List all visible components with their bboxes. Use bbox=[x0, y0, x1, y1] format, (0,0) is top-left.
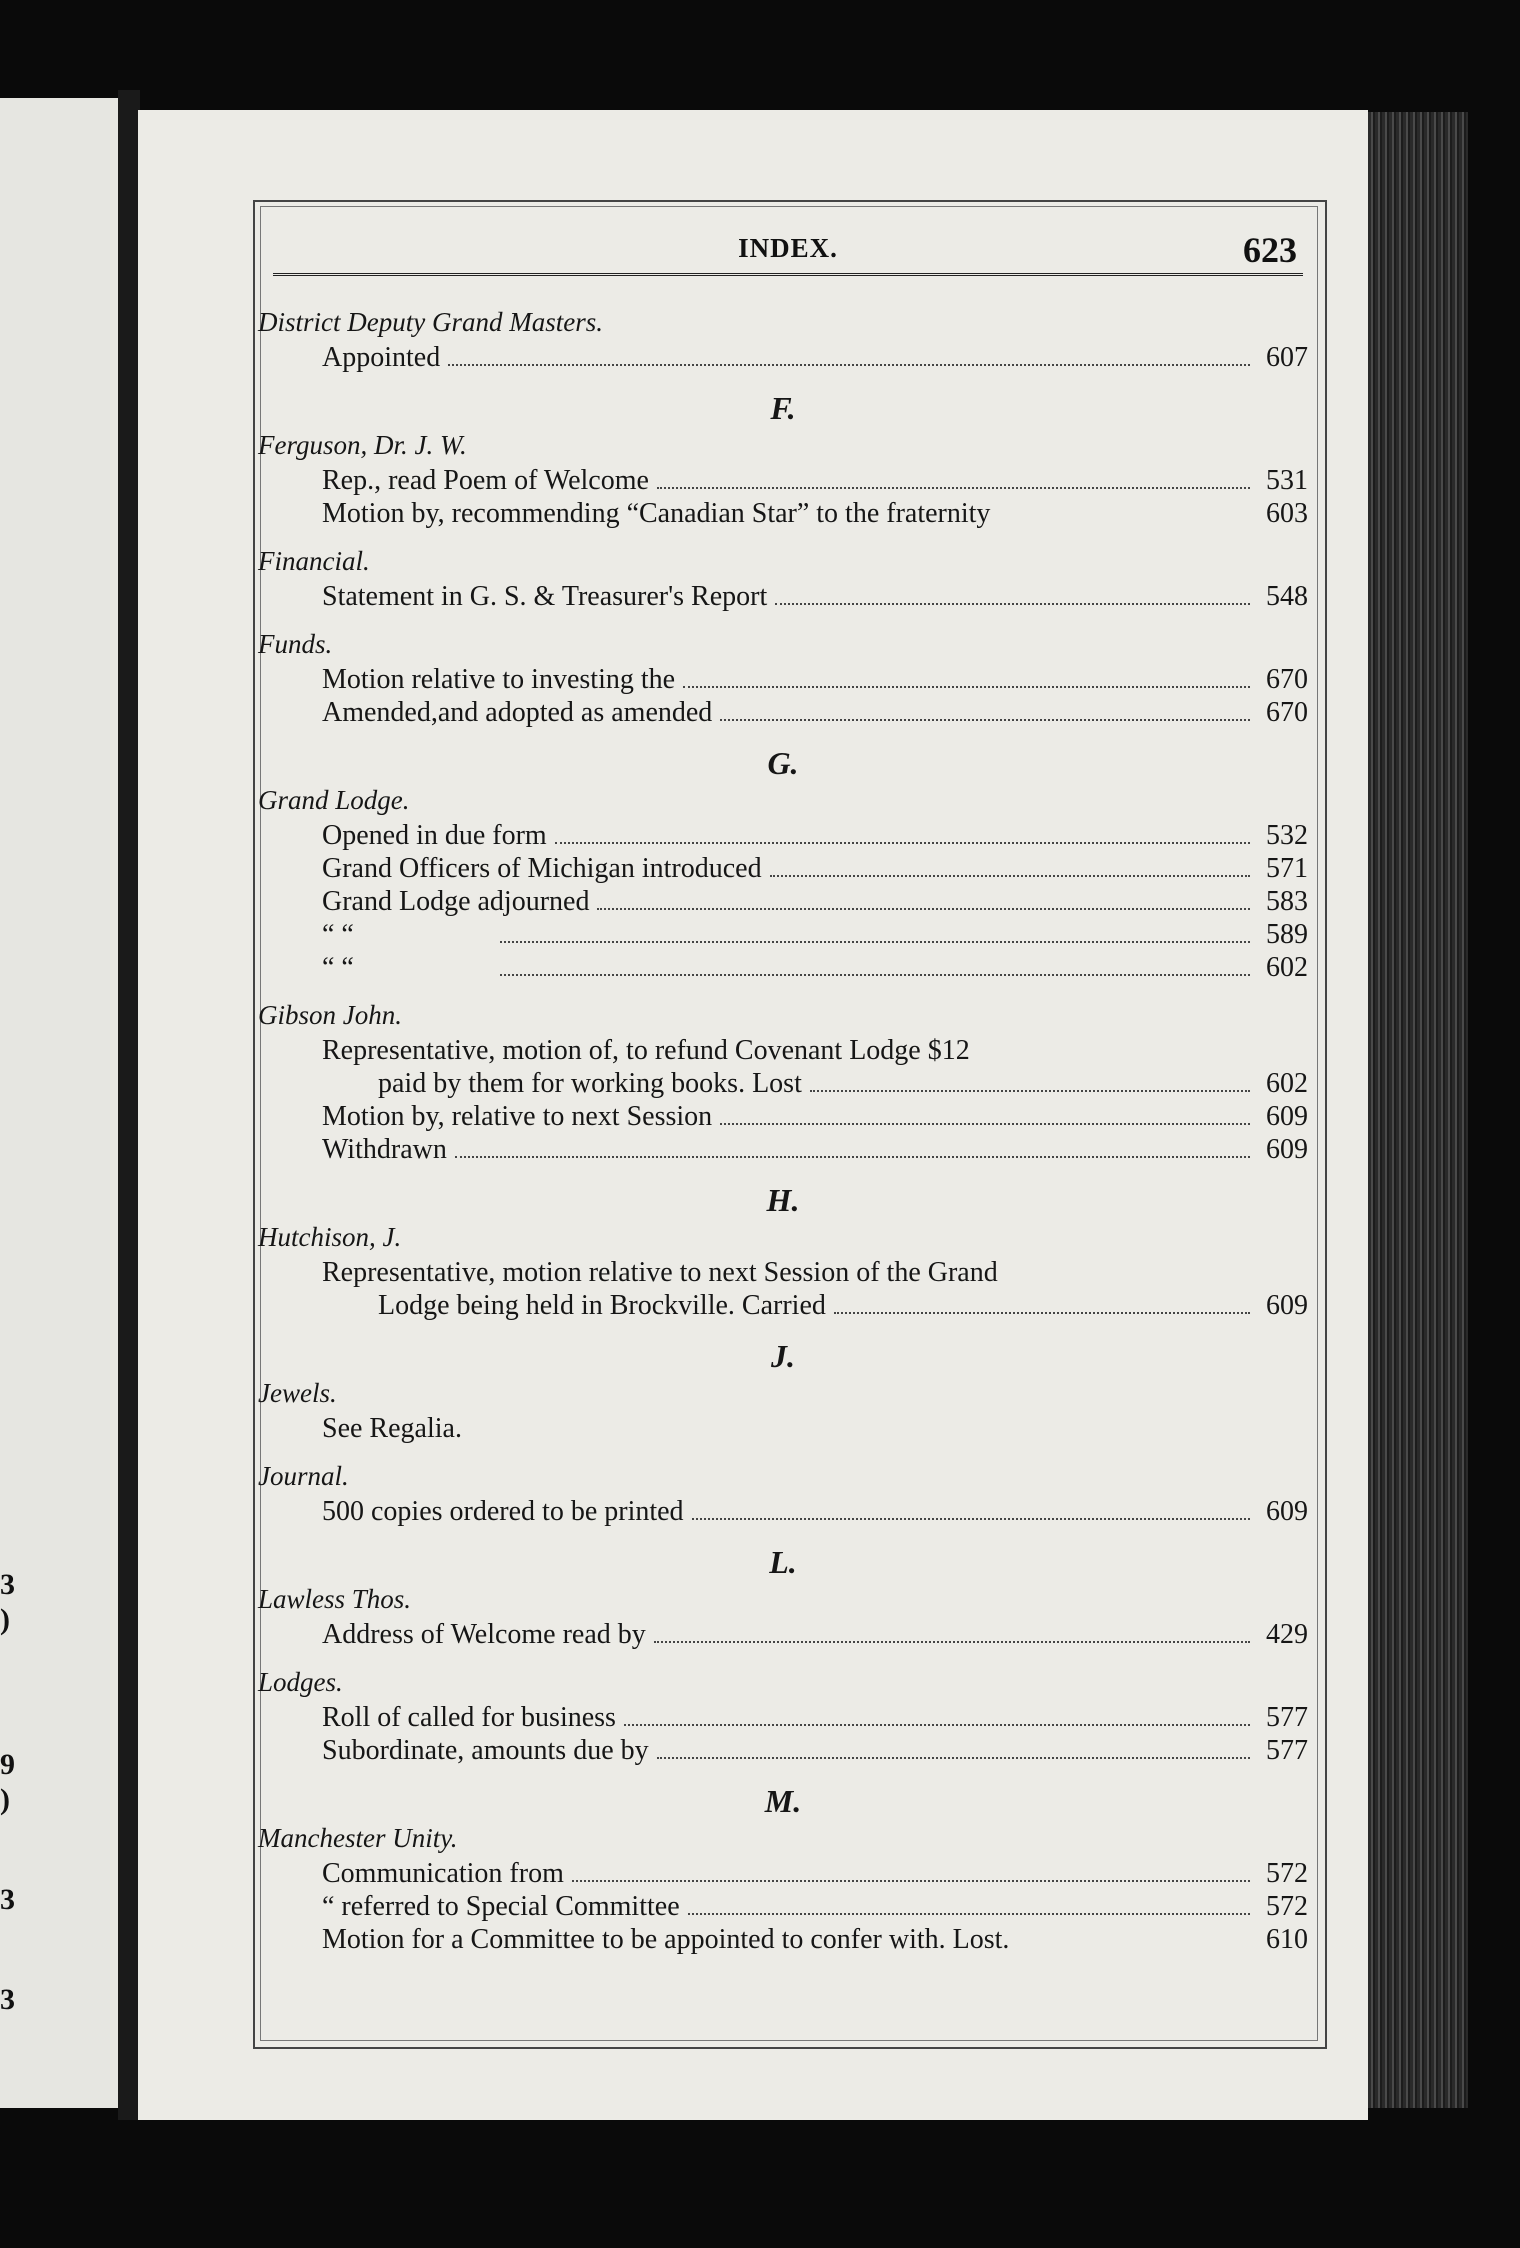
dot-leader bbox=[448, 363, 1250, 366]
dot-leader bbox=[720, 718, 1250, 721]
dot-leader bbox=[657, 1756, 1250, 1759]
index-entry bbox=[258, 464, 1308, 497]
entry-gap bbox=[258, 1767, 1308, 1781]
entry-heading: Journal. bbox=[258, 1461, 349, 1491]
entry-heading: Gibson John. bbox=[258, 1000, 402, 1030]
page-header bbox=[273, 230, 1303, 276]
index-section bbox=[258, 388, 1308, 743]
entry-heading: Lawless Thos. bbox=[258, 1584, 412, 1614]
entry-page-number: 609 bbox=[1266, 1101, 1308, 1132]
index-entry bbox=[258, 1923, 1308, 1956]
dot-leader bbox=[688, 1912, 1250, 1915]
entry-page-number: 577 bbox=[1266, 1702, 1308, 1733]
entry-heading: Grand Lodge. bbox=[258, 785, 410, 815]
book-gutter bbox=[118, 90, 140, 2120]
entry-text: Rep., read Poem of Welcome bbox=[322, 465, 649, 496]
entry-page-number: 609 bbox=[1266, 1290, 1308, 1321]
entry-page-number: 602 bbox=[1266, 952, 1308, 983]
entry-text: Motion by, recommending “Canadian Star” to the fraternity bbox=[322, 498, 991, 529]
dot-leader bbox=[455, 1155, 1250, 1158]
entry-heading: Funds. bbox=[258, 629, 333, 659]
index-section bbox=[258, 743, 1308, 1180]
entry-gap bbox=[258, 1651, 1308, 1665]
index-entry bbox=[258, 1100, 1308, 1133]
index-entry bbox=[258, 951, 1308, 984]
entry-gap bbox=[258, 1166, 1308, 1180]
dot-leader bbox=[810, 1089, 1250, 1092]
entry-page-number: 571 bbox=[1266, 853, 1308, 884]
dot-leader bbox=[624, 1723, 1250, 1726]
index-entry bbox=[258, 1034, 1308, 1067]
left-page-char: 9 bbox=[0, 1748, 15, 1781]
entry-text: Motion by, relative to next Session bbox=[322, 1101, 713, 1132]
entry-page-number: 609 bbox=[1266, 1496, 1308, 1527]
index-entry bbox=[258, 580, 1308, 613]
entry-gap bbox=[258, 729, 1308, 743]
entry-text: Grand Lodge adjourned bbox=[322, 886, 590, 917]
entry-page-number: 603 bbox=[1266, 498, 1308, 529]
dot-leader bbox=[657, 486, 1250, 489]
entry-heading: Financial. bbox=[258, 546, 370, 576]
entry-text: Appointed bbox=[322, 342, 441, 373]
index-entry bbox=[258, 497, 1308, 530]
section-letter: H. bbox=[766, 1182, 800, 1218]
entry-gap bbox=[258, 530, 1308, 544]
entry-text: See Regalia. bbox=[322, 1413, 462, 1444]
index-section bbox=[258, 1542, 1308, 1781]
entry-page-number: 589 bbox=[1266, 919, 1308, 950]
index-entry bbox=[258, 1256, 1308, 1289]
index-entry bbox=[258, 696, 1308, 729]
entry-page-number: 670 bbox=[1266, 697, 1308, 728]
dot-leader bbox=[692, 1517, 1250, 1520]
entry-gap bbox=[258, 1528, 1308, 1542]
entry-heading: Jewels. bbox=[258, 1378, 337, 1408]
left-page-char: 3 bbox=[0, 1983, 15, 2016]
entry-page-number: 610 bbox=[1266, 1924, 1308, 1955]
index-section bbox=[258, 1180, 1308, 1336]
section-letter: J. bbox=[771, 1338, 795, 1374]
entry-gap bbox=[258, 1445, 1308, 1459]
entry-text: Motion relative to investing the bbox=[322, 664, 676, 695]
index-entry bbox=[258, 1495, 1308, 1528]
entry-page-number: 572 bbox=[1266, 1891, 1308, 1922]
dot-leader bbox=[500, 940, 1250, 943]
index-page bbox=[138, 110, 1368, 2120]
entry-page-number: 532 bbox=[1266, 820, 1308, 851]
index-entry bbox=[258, 1133, 1308, 1166]
index-entry bbox=[258, 1618, 1308, 1651]
dot-leader bbox=[720, 1122, 1250, 1125]
entry-page-number: 548 bbox=[1266, 581, 1308, 612]
entry-text: Roll of called for business bbox=[322, 1702, 616, 1733]
entry-page-number: 609 bbox=[1266, 1134, 1308, 1165]
section-letter: G. bbox=[767, 745, 799, 781]
dot-leader bbox=[654, 1640, 1250, 1643]
dot-leader bbox=[834, 1311, 1250, 1314]
entry-text: Representative, motion relative to next Session of the Grand bbox=[322, 1257, 998, 1288]
entry-gap bbox=[258, 1322, 1308, 1336]
left-page-fragment bbox=[0, 98, 126, 2108]
entry-text: Subordinate, amounts due by bbox=[322, 1735, 649, 1766]
dot-leader bbox=[597, 907, 1250, 910]
index-entry bbox=[258, 663, 1308, 696]
page-edges bbox=[1368, 112, 1468, 2108]
index-entry bbox=[258, 1412, 1308, 1445]
entry-text: Statement in G. S. & Treasurer's Report bbox=[322, 581, 768, 612]
index-entry bbox=[258, 819, 1308, 852]
entry-text: Representative, motion of, to refund Covenant Lodge $12 bbox=[322, 1035, 970, 1066]
entry-page-number: 607 bbox=[1266, 342, 1308, 373]
entry-page-number: 583 bbox=[1266, 886, 1308, 917]
entry-page-number: 602 bbox=[1266, 1068, 1308, 1099]
entry-page-number: 531 bbox=[1266, 465, 1308, 496]
index-entry bbox=[258, 1067, 1308, 1100]
dot-leader bbox=[500, 973, 1250, 976]
entry-text: Communication from bbox=[322, 1858, 564, 1889]
left-page-char: ) bbox=[0, 1603, 10, 1636]
index-entry bbox=[258, 1734, 1308, 1767]
index-entry bbox=[258, 918, 1308, 951]
section-letter: F. bbox=[770, 390, 796, 426]
left-page-char: 3 bbox=[0, 1883, 15, 1916]
index-entry bbox=[258, 885, 1308, 918]
entry-text: 500 copies ordered to be printed bbox=[322, 1496, 684, 1527]
dot-leader bbox=[770, 874, 1250, 877]
entry-text: Motion for a Committee to be appointed to confer with. Lost. bbox=[322, 1924, 1010, 1955]
entry-text: Opened in due form bbox=[322, 820, 547, 851]
index-entry bbox=[258, 1890, 1308, 1923]
index-content bbox=[258, 305, 1308, 1970]
section-letter: M. bbox=[764, 1783, 802, 1819]
entry-heading: Manchester Unity. bbox=[258, 1823, 458, 1853]
index-entry bbox=[258, 341, 1308, 374]
left-page-char: ) bbox=[0, 1783, 10, 1816]
index-section bbox=[258, 305, 1308, 388]
entry-gap bbox=[258, 613, 1308, 627]
index-section bbox=[258, 1336, 1308, 1542]
entry-text: “ “ bbox=[322, 919, 354, 950]
entry-text: Withdrawn bbox=[322, 1134, 447, 1165]
left-page-char: 3 bbox=[0, 1568, 15, 1601]
dot-leader bbox=[572, 1879, 1250, 1882]
entry-page-number: 577 bbox=[1266, 1735, 1308, 1766]
entry-text: paid by them for working books. Lost bbox=[378, 1068, 802, 1099]
entry-text: Grand Officers of Michigan introduced bbox=[322, 853, 762, 884]
entry-text: Address of Welcome read by bbox=[322, 1619, 646, 1650]
entry-gap bbox=[258, 984, 1308, 998]
entry-gap bbox=[258, 1956, 1308, 1970]
page-number: 623 bbox=[1243, 230, 1297, 270]
entry-text: “ “ bbox=[322, 952, 354, 983]
index-section bbox=[258, 1781, 1308, 1970]
entry-heading: District Deputy Grand Masters. bbox=[258, 307, 603, 337]
index-entry bbox=[258, 852, 1308, 885]
entry-heading: Lodges. bbox=[258, 1667, 343, 1697]
index-entry bbox=[258, 1857, 1308, 1890]
index-entry bbox=[258, 1289, 1308, 1322]
index-entry bbox=[258, 1701, 1308, 1734]
dot-leader bbox=[775, 602, 1250, 605]
entry-text: “ referred to Special Committee bbox=[322, 1891, 680, 1922]
entry-text: Lodge being held in Brockville. Carried bbox=[378, 1290, 826, 1321]
entry-heading: Ferguson, Dr. J. W. bbox=[258, 430, 467, 460]
page-title: INDEX. bbox=[738, 233, 838, 263]
dot-leader bbox=[555, 841, 1250, 844]
section-letter: L. bbox=[769, 1544, 797, 1580]
entry-page-number: 670 bbox=[1266, 664, 1308, 695]
dot-leader bbox=[683, 685, 1250, 688]
entry-gap bbox=[258, 374, 1308, 388]
entry-heading: Hutchison, J. bbox=[258, 1222, 402, 1252]
entry-page-number: 429 bbox=[1266, 1619, 1308, 1650]
entry-text: Amended,and adopted as amended bbox=[322, 697, 713, 728]
entry-page-number: 572 bbox=[1266, 1858, 1308, 1889]
